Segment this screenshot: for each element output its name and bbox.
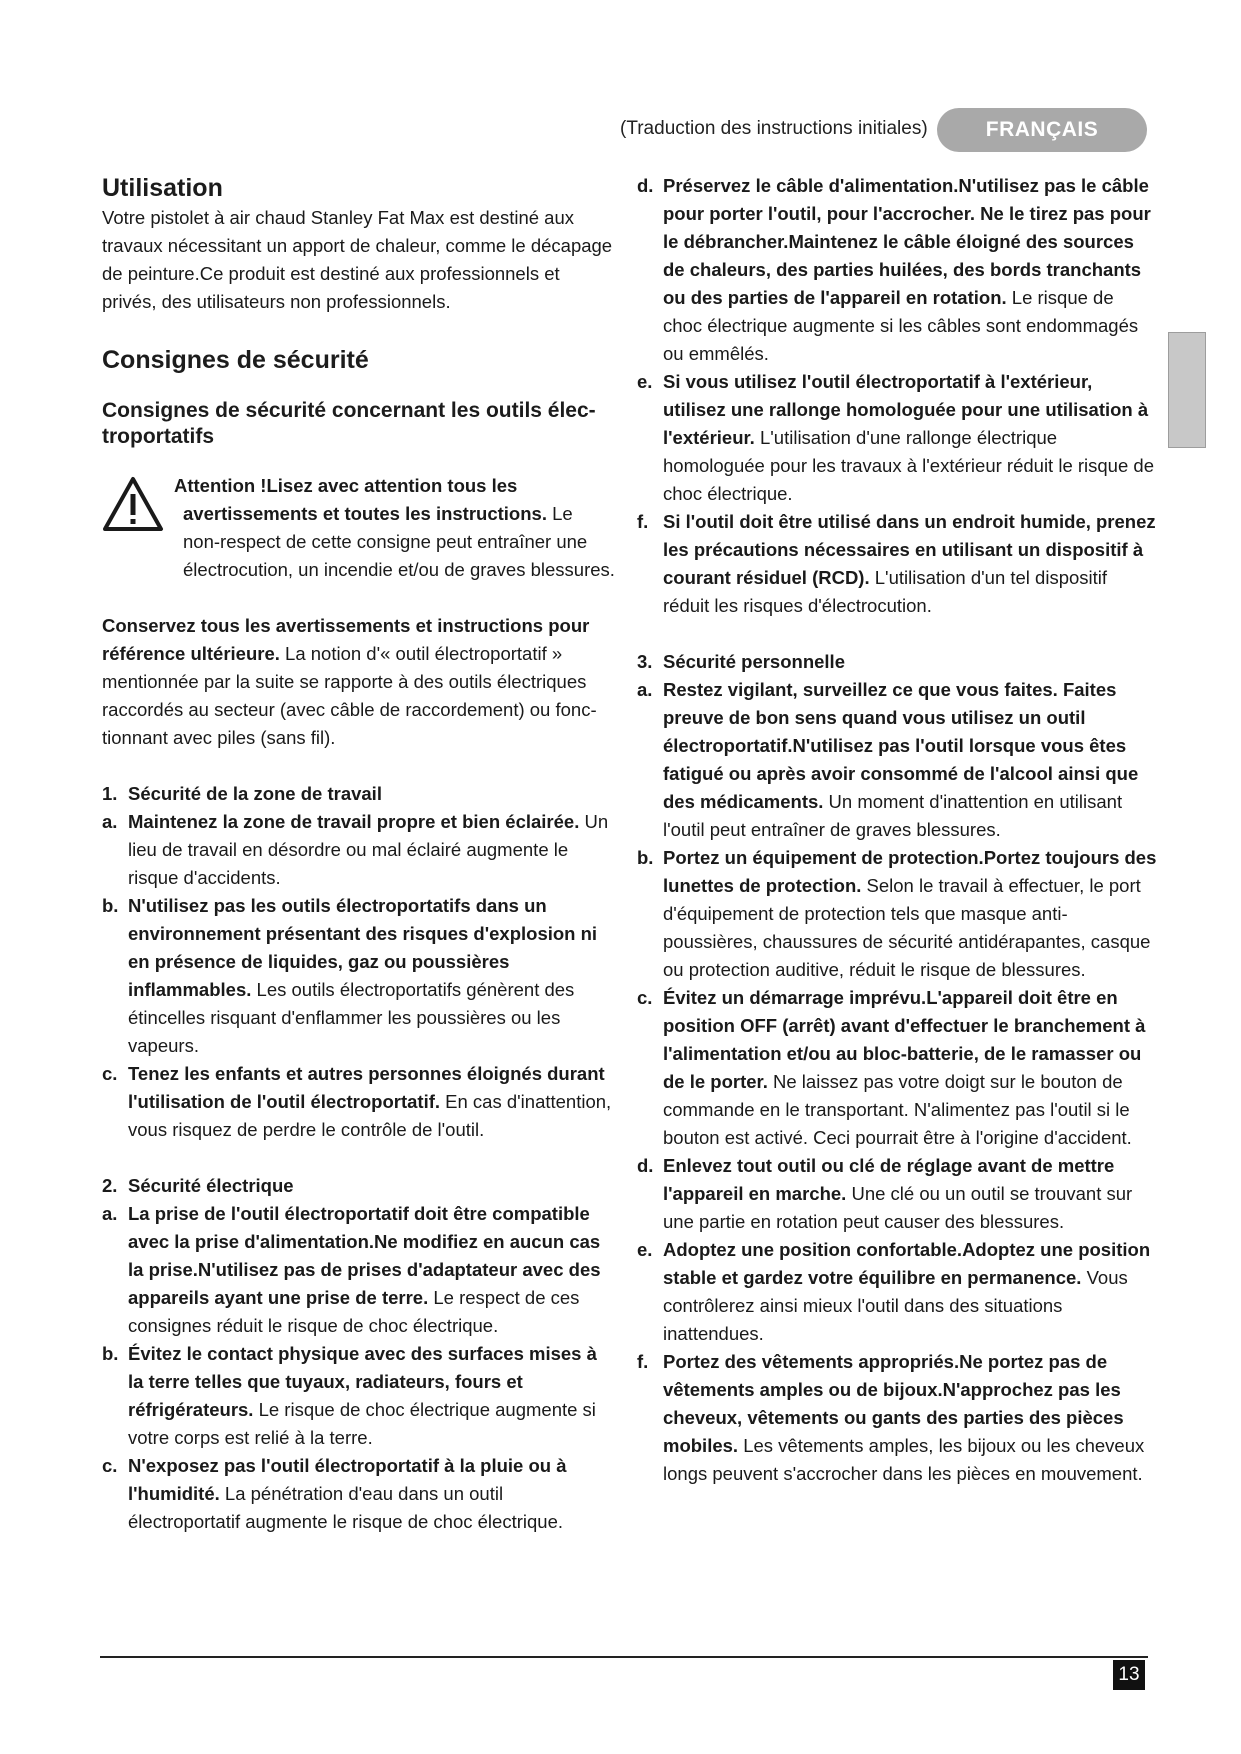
list-item: c. N'exposez pas l'outil électroportatif à la pluie ou à l'humidité. La pénétration d'eau dans un outil électroportatif augmente le risque de choc électrique.	[102, 1455, 567, 1532]
list-item: c. Tenez les enfants et autres personnes éloignés durant l'utilisation de l'outil électroportatif. En cas d'inattention, vous risquez de perdre le contrôle de l'outil.	[102, 1063, 612, 1140]
section-1-list	[102, 808, 617, 1144]
consignes-subtitle: Consignes de sécurité concernant les outils élec- troportatifs	[102, 399, 596, 448]
list-item: a. Restez vigilant, surveillez ce que vous faites. Faites preuve de bon sens quand vous utilisez un outil électroportatif.N'utilisez pas l'outil lorsque vous êtes fatigué ou après avoir consommé de l'alcool ainsi que des médicaments. Un moment d'inattention en utilisant l'outil peut entraîner de graves blessures.	[637, 679, 1139, 840]
list-item: b. N'utilisez pas les outils électroportatifs dans un environnement présentant des risques d'explosion ni en présence de liquides, gaz ou poussières inflammables. Les outils électroportatifs génèrent des étincelles risquant d'enflammer les poussières ou les vapeurs.	[102, 895, 598, 1056]
list-item: f. Portez des vêtements appropriés.Ne portez pas de vêtements amples ou de bijoux.N'approchez pas les cheveux, vêtements ou gants des parties des pièces mobiles. Les vêtements amples, les bijoux ou les cheveux longs peuvent s'accrocher dans les pièces en mouvement.	[637, 1351, 1145, 1484]
consignes-title: Consignes de sécurité	[102, 346, 369, 374]
language-badge: FRANÇAIS	[937, 108, 1147, 152]
list-item: a. La prise de l'outil électroportatif doit être compatible avec la prise d'alimentation.Ne modifiez en aucun cas la prise.N'utilisez pas de prises d'adaptateur avec des appareils ayant une prise de terre. Le respect de ces consignes réduit le risque de choc électrique.	[102, 1203, 601, 1336]
conservez-paragraph: Conservez tous les avertissements et instructions pour référence ultérieure. La notion d'« outil électroportatif » mentionnée par la suite se rapporte à des outils électriques raccordés au secteur (avec câble de raccordement) ou fonc-tionnant avec piles (sans fil).	[102, 615, 597, 748]
header-subtitle: (Traduction des instructions initiales)	[620, 118, 928, 139]
warning-icon	[102, 476, 164, 532]
section-3-title: 3. Sécurité personnelle	[637, 651, 845, 672]
list-item: f. Si l'outil doit être utilisé dans un endroit humide, prenez les précautions nécessaires en utilisant un dispositif à courant résiduel (RCD). L'utilisation d'un tel dispositif réduit les risques d'électrocution.	[637, 511, 1156, 616]
section-2-list-cont	[637, 172, 1157, 620]
section-3-list	[637, 676, 1157, 1488]
warning-bold-2: avertissements et toutes les instructions.	[183, 503, 547, 524]
list-item: e. Adoptez une position confortable.Adoptez une position stable et gardez votre équilibre en permanence. Vous contrôlerez ainsi mieux l'outil dans des situations inattendues.	[637, 1239, 1151, 1344]
warning-block: Attention !Lisez avec attention tous les avertissements et toutes les instructions. Le non-respect de cette consigne peut entraîner une électrocution, un incendie et/ou de graves blessures.	[102, 472, 617, 584]
list-item: e. Si vous utilisez l'outil électroportatif à l'extérieur, utilisez une rallonge homologuée pour une utilisation à l'extérieur. L'utilisation d'une rallonge électrique homologuée pour les travaux à l'extérieur réduit le risque de choc électrique.	[637, 371, 1154, 504]
section-1-title: 1. Sécurité de la zone de travail	[102, 783, 382, 804]
section-2-title: 2. Sécurité électrique	[102, 1175, 294, 1196]
list-item: a. Maintenez la zone de travail propre et bien éclairée. Un lieu de travail en désordre ou mal éclairé augmente le risque d'accidents.	[102, 811, 609, 888]
list-item: d. Enlevez tout outil ou clé de réglage avant de mettre l'appareil en marche. Une clé ou un outil se trouvant sur une partie en rotation peut causer des blessures.	[637, 1155, 1133, 1232]
right-column	[637, 172, 1157, 1488]
list-item: b. Évitez le contact physique avec des surfaces mises à la terre telles que tuyaux, radiateurs, fours et réfrigérateurs. Le risque de choc électrique augmente si votre corps est relié à la terre.	[102, 1343, 597, 1448]
footer-rule	[100, 1656, 1148, 1658]
utilisation-text: Votre pistolet à air chaud Stanley Fat Max est destiné aux travaux nécessitant un apport de chaleur, comme le décapage de peinture.Ce produit est destiné aux professionnels et privés, des utilisateurs non professionnels.	[102, 207, 613, 312]
list-item: c. Évitez un démarrage imprévu.L'appareil doit être en position OFF (arrêt) avant d'effectuer le branchement à l'alimentation et/ou au bloc-batterie, de le ramasser ou de le porter. Ne laissez pas votre doigt sur le bouton de commande en le transportant. N'alimentez pas l'outil si le bouton est activé. Ceci pourrait être à l'origine d'accident.	[637, 987, 1146, 1148]
section-2-list	[102, 1200, 617, 1536]
left-column	[102, 172, 617, 1536]
list-item: b. Portez un équipement de protection.Portez toujours des lunettes de protection. Selon le travail à effectuer, le port d'équipement de protection tels que masque anti-poussières, chaussures de sécurité antidérapantes, casque ou protection auditive, réduit le risque de blessures.	[637, 847, 1157, 980]
utilisation-title: Utilisation	[102, 174, 223, 202]
side-tab-marker	[1168, 332, 1206, 448]
list-item: d. Préservez le câble d'alimentation.N'utilisez pas le câble pour porter l'outil, pour l'accrocher. Ne le tirez pas pour le débrancher.Maintenez le câble éloigné des sources de chaleurs, des parties huilées, des bords tranchants ou des parties de l'appareil en rotation. Le risque de choc électrique augmente si les câbles sont endommagés ou emmêlés.	[637, 175, 1151, 364]
warning-bold-1: Attention !Lisez avec attention tous les	[174, 475, 518, 496]
page-number: 13	[1113, 1660, 1145, 1690]
